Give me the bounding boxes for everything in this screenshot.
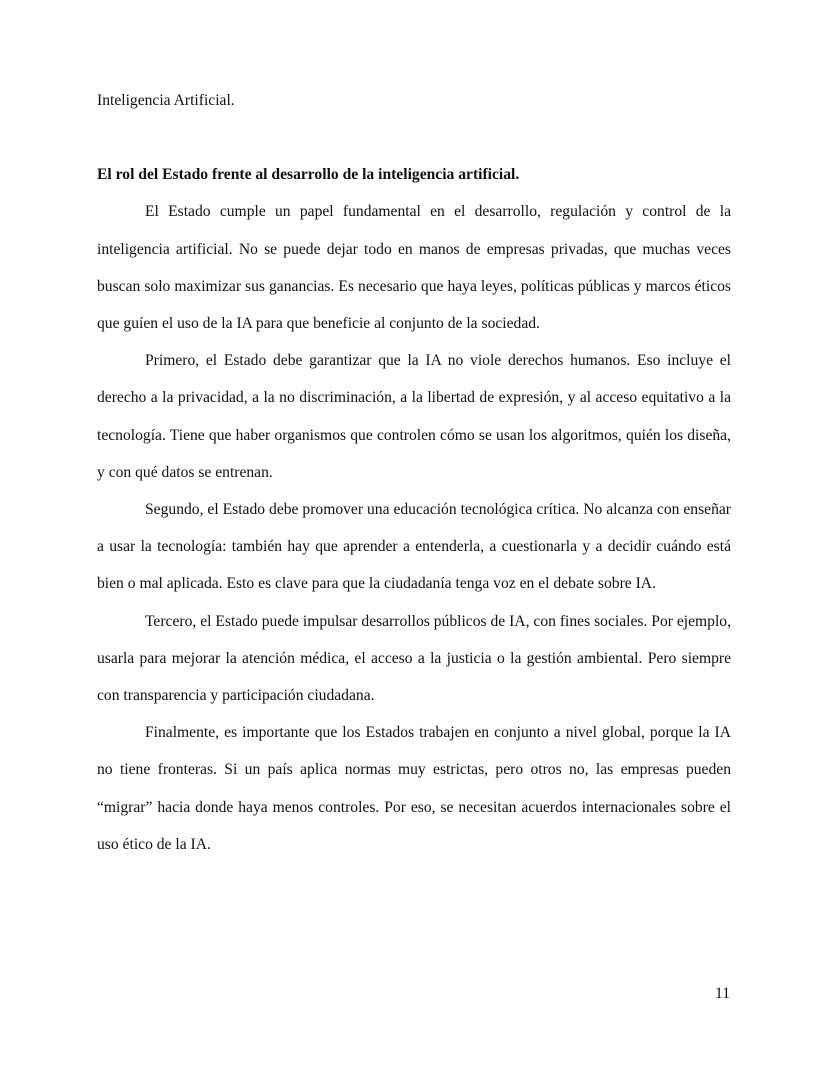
paragraph-4: Tercero, el Estado puede impulsar desarrollos públicos de IA, con fines sociales. Por ejemplo, usarla para mejorar la atención médica, el acceso a la justicia o la gestión ambiental. Pero siempre con transparencia y participación ciudadana. <box>97 612 731 705</box>
page-number: 11 <box>714 985 730 1002</box>
paragraph-3: Segundo, el Estado debe promover una educación tecnológica crítica. No alcanza con enseñar a usar la tecnología: también hay que aprender a entenderla, a cuestionarla y a decidir cuándo está bien o mal aplicada. Esto es clave para que la ciudadanía tenga voz en el debate sobre IA. <box>97 501 731 593</box>
continuation-line: Inteligencia Artificial. <box>97 92 235 109</box>
document-body <box>97 82 731 863</box>
section-heading: El rol del Estado frente al desarrollo de la inteligencia artificial. <box>97 166 520 184</box>
paragraph-5: Finalmente, es importante que los Estados trabajen en conjunto a nivel global, porque la IA no tiene fronteras. Si un país aplica normas muy estrictas, pero otros no, las empresas pueden “migrar” hacia donde haya menos controles. Por eso, se necesitan acuerdos internacionales sobre el uso ético de la IA. <box>97 724 731 853</box>
paragraph-1: El Estado cumple un papel fundamental en el desarrollo, regulación y control de la inteligencia artificial. No se puede dejar todo en manos de empresas privadas, que muchas veces buscan solo maximizar sus ganancias. Es necesario que haya leyes, políticas públicas y marcos éticos que guíen el uso de la IA para que beneficie al conjunto de la sociedad. <box>97 203 731 333</box>
paragraph-2: Primero, el Estado debe garantizar que la IA no viole derechos humanos. Eso incluye el derecho a la privacidad, a la no discriminación, a la libertad de expresión, y al acceso equitativo a la tecnología. Tiene que haber organismos que controlen cómo se usan los algoritmos, quién los diseña, y con qué datos se entrenan. <box>97 352 731 481</box>
